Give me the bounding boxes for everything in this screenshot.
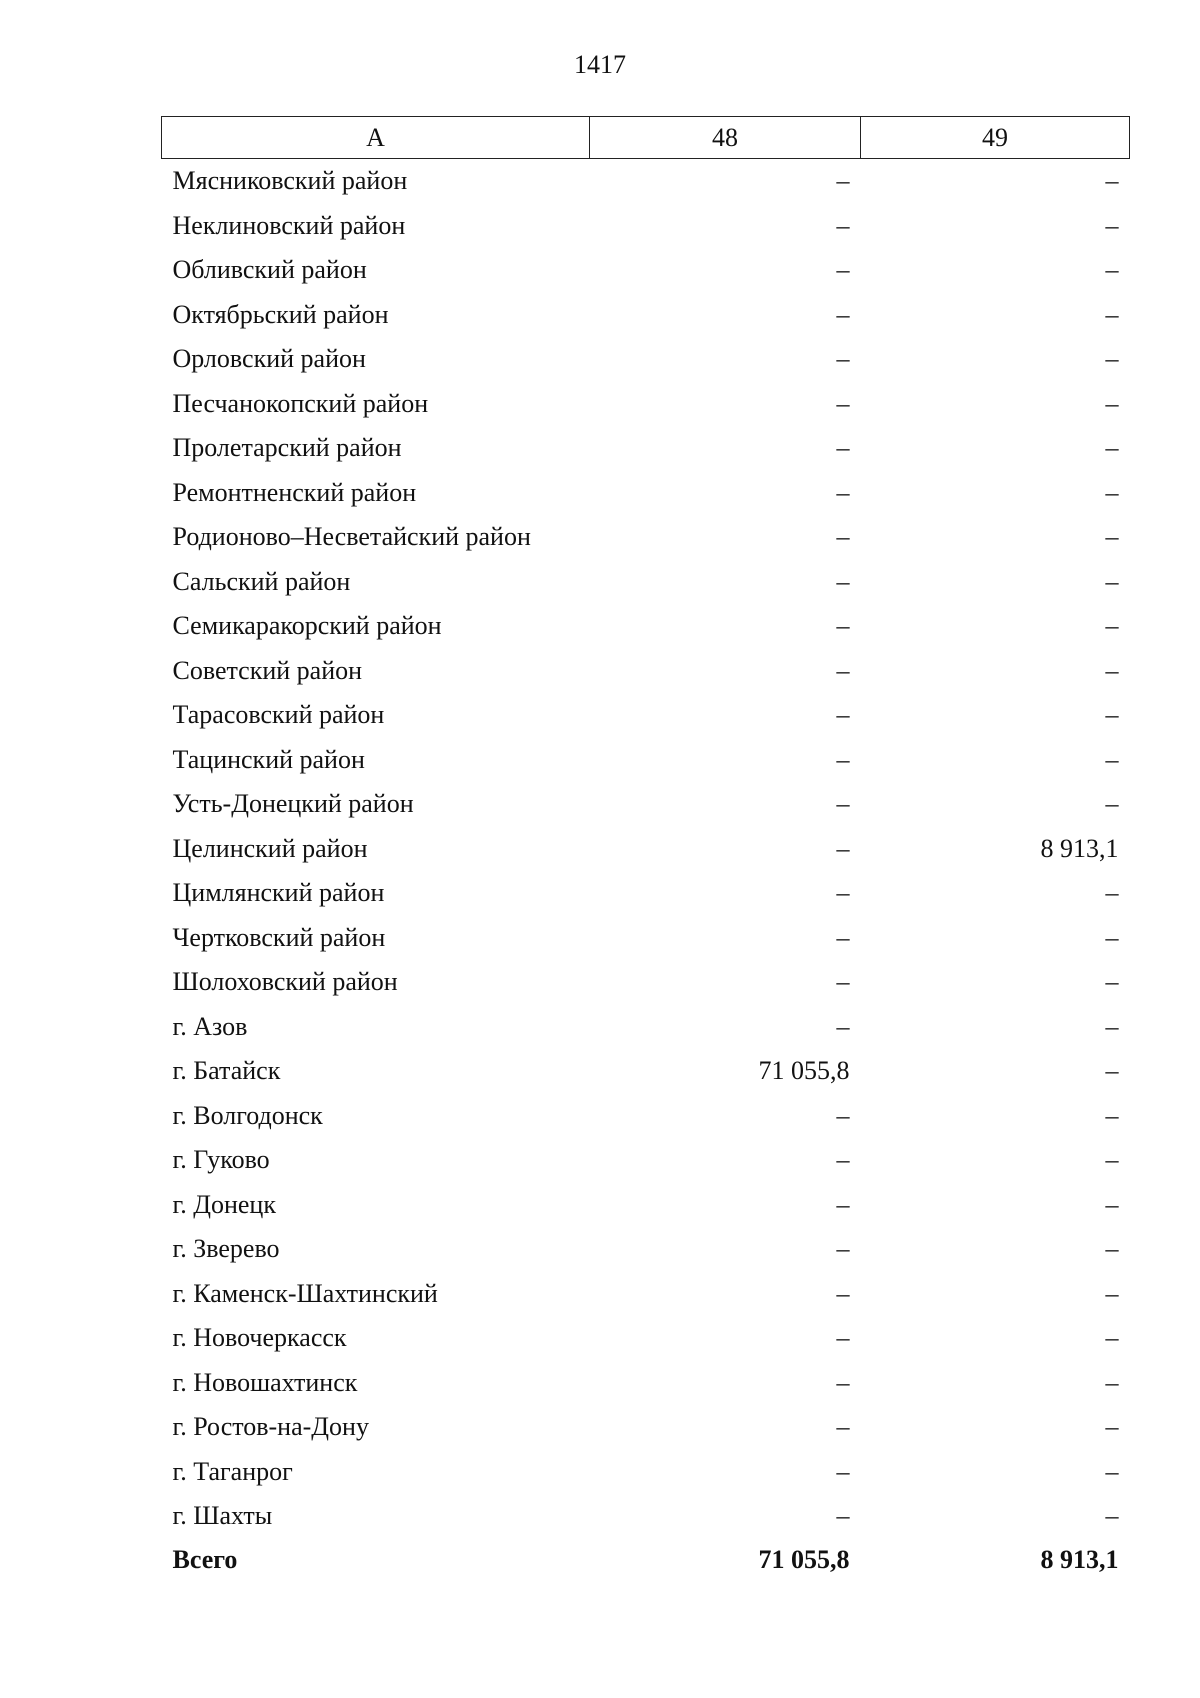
table-row xyxy=(162,248,1130,293)
row-value-49: – xyxy=(1105,611,1119,641)
row-value-48: – xyxy=(836,388,850,418)
row-name: Советский район xyxy=(172,655,363,685)
row-value-49: – xyxy=(1105,299,1119,329)
row-value-48: – xyxy=(836,210,850,240)
row-name: Шолоховский район xyxy=(172,967,398,997)
row-value-48: – xyxy=(836,1145,850,1175)
row-value-49: – xyxy=(1105,789,1119,819)
row-name: Тацинский район xyxy=(172,744,365,774)
table-row xyxy=(162,204,1130,249)
row-value-49: – xyxy=(1105,1367,1119,1397)
table-row xyxy=(162,916,1130,961)
column-header-49: 49 xyxy=(861,117,1130,159)
table-row xyxy=(162,1138,1130,1183)
row-name: Родионово–Несветайский район xyxy=(172,522,531,552)
table-row xyxy=(162,1049,1130,1094)
row-value-49: – xyxy=(1105,1056,1119,1086)
row-name: Семикаракорский район xyxy=(172,611,442,641)
row-name: Сальский район xyxy=(172,566,351,596)
table-row xyxy=(162,649,1130,694)
row-value-49: – xyxy=(1105,1189,1119,1219)
row-name: г. Азов xyxy=(172,1011,248,1041)
table-row xyxy=(162,426,1130,471)
total-label: Всего xyxy=(172,1544,238,1574)
row-value-48: – xyxy=(836,1189,850,1219)
budget-table xyxy=(161,116,1130,1581)
table-row xyxy=(162,1227,1130,1272)
row-value-48: – xyxy=(836,1100,850,1130)
table-row xyxy=(162,560,1130,605)
row-value-49: – xyxy=(1105,744,1119,774)
table-row xyxy=(162,382,1130,427)
table-row xyxy=(162,159,1130,204)
row-name: г. Новошахтинск xyxy=(172,1367,358,1397)
row-value-49: – xyxy=(1105,1412,1119,1442)
row-name: г. Батайск xyxy=(172,1056,281,1086)
row-value-49: 8 913,1 xyxy=(1040,833,1119,863)
row-value-48: – xyxy=(836,878,850,908)
row-value-48: – xyxy=(836,922,850,952)
row-value-49: – xyxy=(1105,922,1119,952)
row-name: Целинский район xyxy=(172,833,368,863)
row-value-48: – xyxy=(836,433,850,463)
row-value-49: – xyxy=(1105,1100,1119,1130)
row-value-48: – xyxy=(836,344,850,374)
row-name: г. Волгодонск xyxy=(172,1100,323,1130)
row-value-48: – xyxy=(836,1323,850,1353)
row-name: г. Донецк xyxy=(172,1189,276,1219)
row-value-48: – xyxy=(836,1501,850,1531)
table-row xyxy=(162,738,1130,783)
row-name: Усть-Донецкий район xyxy=(172,789,414,819)
row-name: г. Ростов-на-Дону xyxy=(172,1412,369,1442)
row-value-48: – xyxy=(836,1412,850,1442)
row-value-48: – xyxy=(836,255,850,285)
row-value-48: – xyxy=(836,299,850,329)
row-value-49: – xyxy=(1105,344,1119,374)
table-header xyxy=(162,117,1130,159)
row-value-48: – xyxy=(836,166,850,196)
budget-table-container xyxy=(161,116,1129,1581)
row-name: Песчанокопский район xyxy=(172,388,429,418)
row-value-49: – xyxy=(1105,700,1119,730)
row-value-49: – xyxy=(1105,1323,1119,1353)
row-name: Пролетарский район xyxy=(172,433,402,463)
row-value-49: – xyxy=(1105,388,1119,418)
table-row xyxy=(162,293,1130,338)
table-row xyxy=(162,1272,1130,1317)
row-name: Орловский район xyxy=(172,344,366,374)
row-value-49: – xyxy=(1105,1011,1119,1041)
row-value-48: – xyxy=(836,1234,850,1264)
row-name: Ремонтненский район xyxy=(172,477,417,507)
row-value-48: – xyxy=(836,833,850,863)
row-name: Чертковский район xyxy=(172,922,386,952)
row-value-49: – xyxy=(1105,566,1119,596)
row-name: Обливский район xyxy=(172,255,367,285)
table-row xyxy=(162,471,1130,516)
row-name: г. Гуково xyxy=(172,1145,270,1175)
row-value-48: – xyxy=(836,744,850,774)
table-total-row xyxy=(162,1539,1130,1581)
table-row xyxy=(162,1450,1130,1495)
row-value-48: – xyxy=(836,1367,850,1397)
column-header-48: 48 xyxy=(590,117,861,159)
row-value-49: – xyxy=(1105,166,1119,196)
row-value-49: – xyxy=(1105,1145,1119,1175)
table-body xyxy=(162,159,1130,1581)
row-value-49: – xyxy=(1105,1278,1119,1308)
table-row xyxy=(162,782,1130,827)
row-name: Тарасовский район xyxy=(172,700,385,730)
row-value-49: – xyxy=(1105,522,1119,552)
row-value-48: 71 055,8 xyxy=(758,1056,850,1086)
table-row xyxy=(162,1361,1130,1406)
row-name: г. Зверево xyxy=(172,1234,280,1264)
table-header-row xyxy=(162,117,1130,159)
table-row xyxy=(162,515,1130,560)
row-value-48: – xyxy=(836,566,850,596)
row-value-48: – xyxy=(836,789,850,819)
table-row xyxy=(162,1183,1130,1228)
table-row xyxy=(162,1005,1130,1050)
table-row xyxy=(162,1094,1130,1139)
row-value-49: – xyxy=(1105,1234,1119,1264)
table-row xyxy=(162,1316,1130,1361)
row-name: Цимлянский район xyxy=(172,878,385,908)
page-number: 1417 xyxy=(574,50,626,79)
row-value-48: – xyxy=(836,522,850,552)
row-value-48: – xyxy=(836,700,850,730)
row-value-48: – xyxy=(836,655,850,685)
row-value-49: – xyxy=(1105,967,1119,997)
table-row xyxy=(162,693,1130,738)
table-row xyxy=(162,337,1130,382)
row-name: г. Таганрог xyxy=(172,1456,293,1486)
row-value-49: – xyxy=(1105,477,1119,507)
row-value-49: – xyxy=(1105,433,1119,463)
row-name: г. Новочеркасск xyxy=(172,1323,347,1353)
row-value-49: – xyxy=(1105,255,1119,285)
table-row xyxy=(162,604,1130,649)
row-value-48: – xyxy=(836,1278,850,1308)
table-row xyxy=(162,1405,1130,1450)
row-value-48: – xyxy=(836,477,850,507)
total-value-49: 8 913,1 xyxy=(1040,1544,1119,1574)
row-name: г. Каменск-Шахтинский xyxy=(172,1278,438,1308)
row-name: г. Шахты xyxy=(172,1501,273,1531)
table-row xyxy=(162,871,1130,916)
column-header-a: А xyxy=(162,117,590,159)
table-row xyxy=(162,1494,1130,1539)
row-value-49: – xyxy=(1105,878,1119,908)
row-value-48: – xyxy=(836,611,850,641)
row-value-48: – xyxy=(836,1011,850,1041)
total-value-48: 71 055,8 xyxy=(758,1544,850,1574)
table-row xyxy=(162,827,1130,872)
row-value-49: – xyxy=(1105,1456,1119,1486)
row-name: Неклиновский район xyxy=(172,210,406,240)
row-value-48: – xyxy=(836,1456,850,1486)
row-value-48: – xyxy=(836,967,850,997)
row-value-49: – xyxy=(1105,210,1119,240)
row-value-49: – xyxy=(1105,1501,1119,1531)
row-name: Октябрьский район xyxy=(172,299,389,329)
row-name: Мясниковский район xyxy=(172,166,408,196)
row-value-49: – xyxy=(1105,655,1119,685)
table-row xyxy=(162,960,1130,1005)
